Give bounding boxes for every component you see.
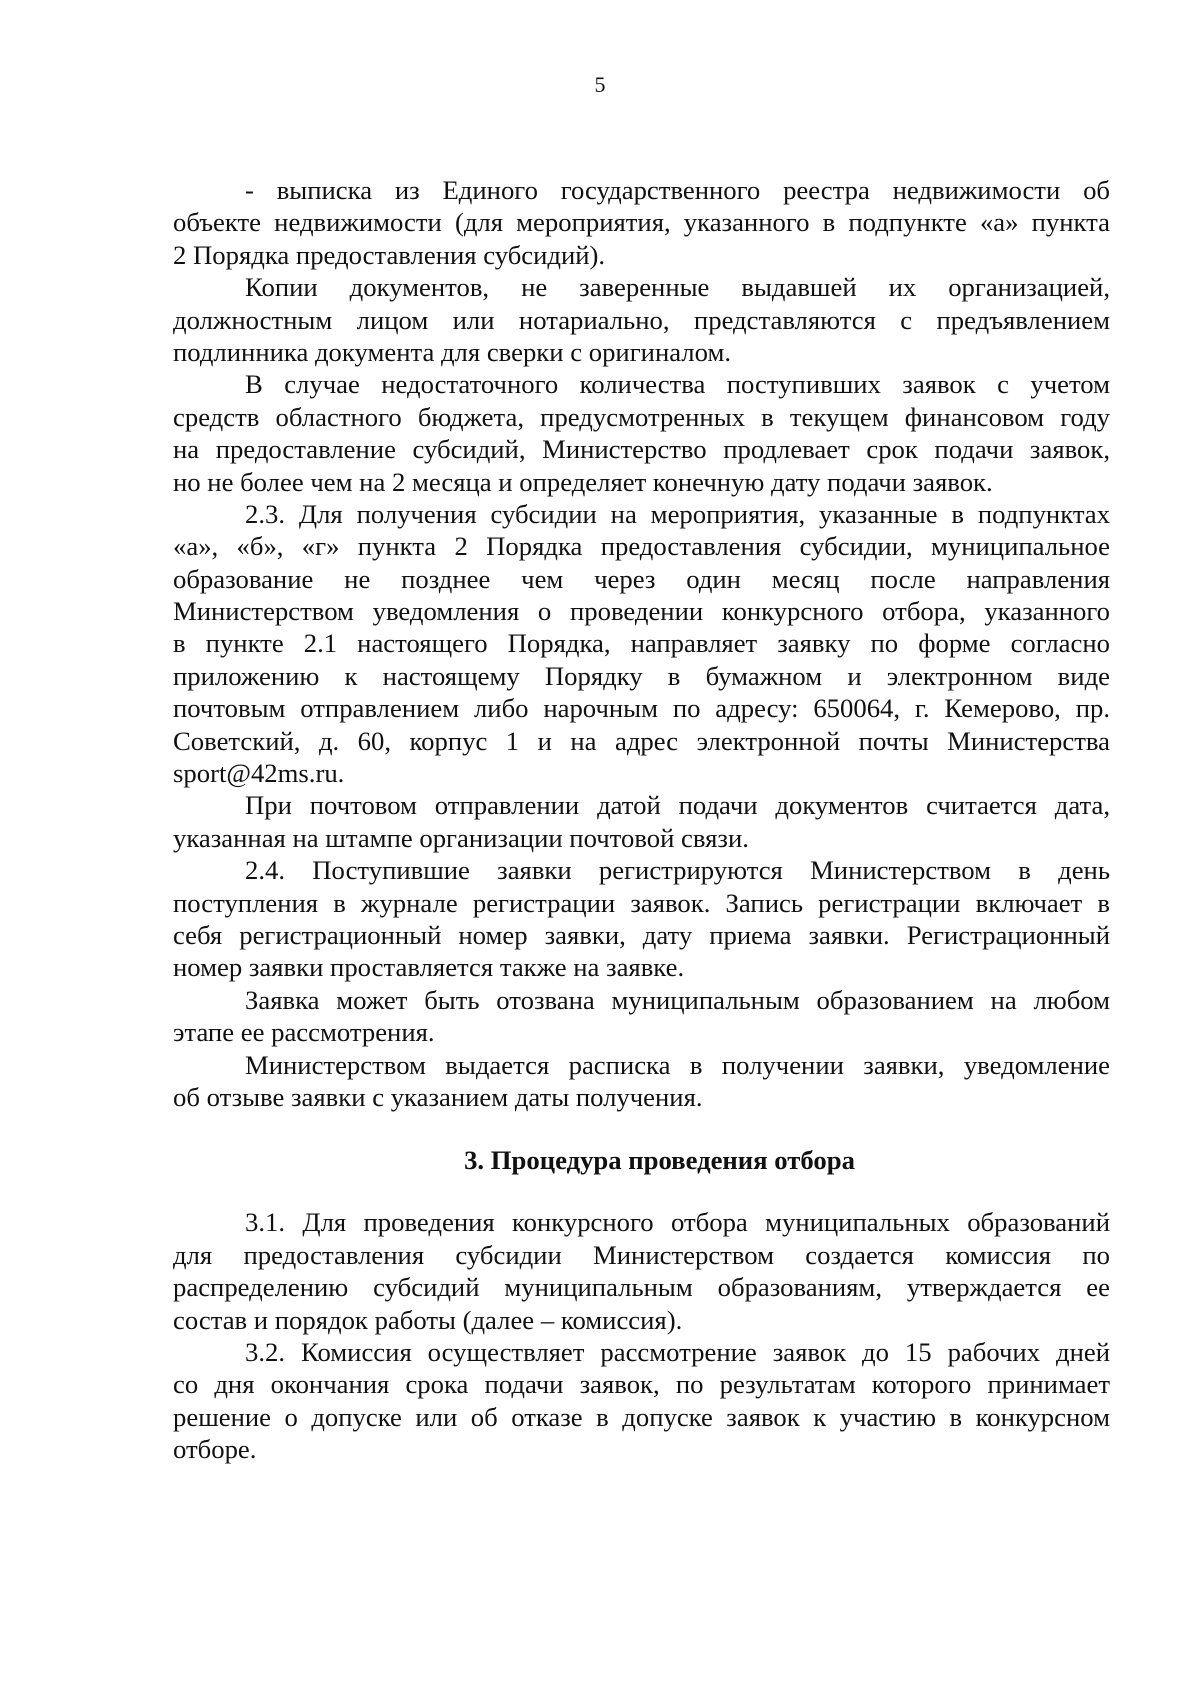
paragraph-line: но не более чем на 2 месяца и определяет конечную дату подачи заявок.	[173, 466, 993, 497]
document-body	[173, 174, 1110, 1465]
paragraph-line: 3.2. Комиссия осуществляет рассмотрение заявок до 15 рабочих дней	[245, 1336, 1110, 1367]
paragraph-line: на предоставление субсидий, Министерство продлевает срок подачи заявок,	[173, 434, 1110, 465]
paragraph-line: приложению к настоящему Порядку в бумажном и электронном виде	[173, 660, 1110, 691]
spacer	[173, 1176, 1110, 1206]
paragraph-line: почтовым отправлением либо нарочным по адресу: 650064, г. Кемерово, пр.	[173, 693, 1110, 724]
paragraph-line: об отзыве заявки с указанием даты получения.	[173, 1081, 703, 1112]
paragraph-line: состав и порядок работы (далее – комиссия).	[173, 1304, 683, 1335]
paragraph-line: для предоставления субсидии Министерством создается комиссия по	[173, 1239, 1110, 1270]
paragraph-line: 3.1. Для проведения конкурсного отбора муниципальных образований	[245, 1207, 1110, 1238]
paragraph-line: При почтовом отправлении датой подачи документов считается дата,	[245, 790, 1110, 821]
paragraph-line: подлинника документа для сверки с оригиналом.	[173, 336, 732, 367]
paragraph-line: 2.4. Поступившие заявки регистрируются Министерством в день	[245, 855, 1110, 886]
paragraph-line: «а», «б», «г» пункта 2 Порядка предоставления субсидии, муниципальное	[173, 531, 1110, 562]
paragraph-line: решение о допуске или об отказе в допуске заявок к участию в конкурсном	[173, 1401, 1110, 1432]
paragraph-line: образование не позднее чем через один месяц после направления	[173, 563, 1110, 594]
paragraph-line: распределению субсидий муниципальным образованиям, утверждается ее	[173, 1272, 1110, 1303]
paragraph-line: - выписка из Единого государственного реестра недвижимости об	[245, 175, 1110, 205]
spacer	[173, 1113, 1110, 1144]
paragraph-line: Министерством выдается расписка в получении заявки, уведомление	[245, 1049, 1110, 1080]
paragraph-line: Министерством уведомления о проведении конкурсного отбора, указанного	[173, 596, 1110, 627]
paragraph-line: В случае недостаточного количества поступивших заявок с учетом	[245, 369, 1110, 400]
paragraph-line: себя регистрационный номер заявки, дату приема заявки. Регистрационный	[173, 919, 1110, 950]
paragraph-line: объекте недвижимости (для мероприятия, указанного в подпункте «а» пункта	[173, 207, 1110, 238]
paragraph-line: в пункте 2.1 настоящего Порядка, направляет заявку по форме согласно	[173, 628, 1110, 659]
paragraph-line: средств областного бюджета, предусмотренных в текущем финансовом году	[173, 401, 1110, 432]
section-heading: 3. Процедура проведения отбора	[464, 1145, 855, 1176]
paragraph-line: отборе.	[173, 1434, 257, 1465]
paragraph-line: должностным лицом или нотариально, представляются с предъявлением	[173, 304, 1110, 335]
paragraph-line: Советский, д. 60, корпус 1 и на адрес электронной почты Министерства	[173, 725, 1110, 756]
paragraph-line: 2 Порядка предоставления субсидий).	[173, 239, 606, 270]
email-link-text: sport@42ms.ru.	[173, 758, 345, 789]
paragraph-line: номер заявки проставляется также на заявке.	[173, 952, 685, 983]
paragraph-line: поступления в журнале регистрации заявок. Запись регистрации включает в	[173, 887, 1110, 918]
paragraph-line: этапе ее рассмотрения.	[173, 1017, 435, 1048]
paragraph-line: Копии документов, не заверенные выдавшей их организацией,	[245, 272, 1110, 303]
paragraph-line: указанная на штампе организации почтовой связи.	[173, 822, 749, 853]
paragraph-line: со дня окончания срока подачи заявок, по результатам которого принимает	[173, 1369, 1110, 1400]
paragraph-line: 2.3. Для получения субсидии на мероприятия, указанные в подпунктах	[245, 498, 1110, 529]
page-number: 5	[594, 72, 606, 97]
paragraph-line: Заявка может быть отозвана муниципальным образованием на любом	[245, 984, 1110, 1015]
